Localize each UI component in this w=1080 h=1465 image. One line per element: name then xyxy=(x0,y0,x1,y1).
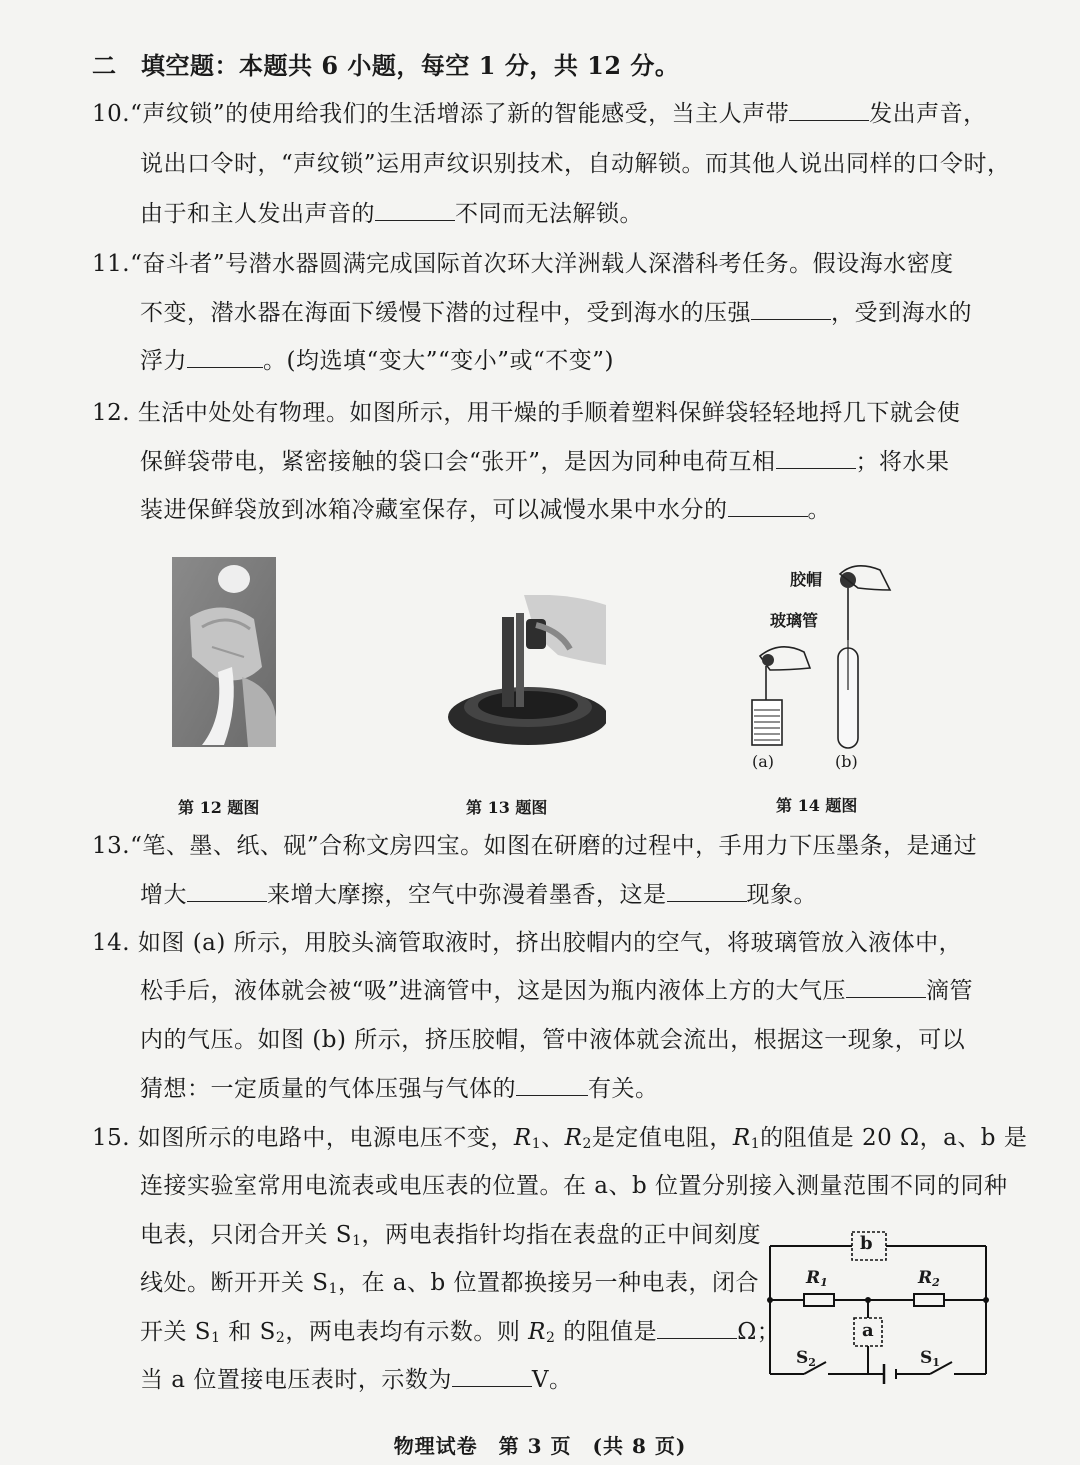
q13-line1: 13.“笔、墨、纸、砚”合称文房四宝。如图在研磨的过程中，手用力下压墨条，是通过 xyxy=(92,833,978,859)
q12-text-a: 保鲜袋带电，紧密接触的袋口会“张开”，是因为同种电荷互相 xyxy=(140,449,776,475)
q15-l5-c: ，两电表均有示数。则 xyxy=(285,1319,529,1345)
q15-line3 xyxy=(140,1219,761,1257)
q15-line6 xyxy=(140,1364,572,1396)
q14-blank2[interactable] xyxy=(516,1073,588,1096)
q14-line2 xyxy=(140,975,973,1007)
q11-blank1[interactable] xyxy=(751,297,831,320)
q15-l5-sub2: 2 xyxy=(275,1330,286,1346)
q15-l5-sub1: 1 xyxy=(211,1330,221,1346)
q12-text-c: 装进保鲜袋放到冰箱冷藏室保存，可以减慢水果中水分的 xyxy=(140,497,728,523)
q15-r1-sub: 1 xyxy=(531,1136,542,1152)
q10-line2: 说出口令时，“声纹锁”运用声纹识别技术，自动解锁。而其他人说出同样的口令时， xyxy=(140,151,1011,177)
q10-text-d: 不同而无法解锁。 xyxy=(455,201,643,227)
q15-text-b: 是定值电阻， xyxy=(591,1125,733,1151)
q13-blank2[interactable] xyxy=(667,879,747,902)
q14-text-b: 滴管 xyxy=(926,978,974,1004)
circuit-r1-label xyxy=(806,1268,828,1289)
circuit-r2-letter: R xyxy=(918,1268,933,1288)
fig14-diagram xyxy=(740,560,900,780)
q11-line1: 11.“奋斗者”号潜水器圆满完成国际首次环大洋洲载人深潜科考任务。假设海水密度 xyxy=(92,251,954,277)
q15-l5-d: 的阻值是 xyxy=(555,1319,658,1345)
q12-text-b: ；将水果 xyxy=(855,449,950,475)
q15-l4-a: 线处。断开开关 S xyxy=(140,1270,329,1296)
q12-line1: 12. 生活中处处有物理。如图所示，用干燥的手顺着塑料保鲜袋轻轻地捋几下就会使 xyxy=(92,400,961,426)
q15-l4-b: ，在 a、b 位置都换接另一种电表，闭合 xyxy=(338,1270,760,1296)
circuit-diagram xyxy=(764,1226,994,1396)
q11-text-b: ，受到海水的 xyxy=(831,300,972,326)
q11-text-c: 浮力 xyxy=(140,348,187,374)
q15-line1 xyxy=(92,1122,1027,1160)
q15-r2: R xyxy=(564,1125,583,1151)
q12-blank1[interactable] xyxy=(776,446,856,469)
q15-r2-sub: 2 xyxy=(582,1136,592,1152)
q15-text-c: 的阻值是 20 Ω，a、b 是 xyxy=(760,1125,1028,1151)
q10-blank2[interactable] xyxy=(375,198,455,221)
q15-l5-r2-sub: 2 xyxy=(545,1330,556,1346)
q13-text-a: 增大 xyxy=(140,882,187,908)
q15-l6-b: V。 xyxy=(531,1367,573,1393)
q14-text-a: 松手后，液体就会被“吸”进滴管中，这是因为瓶内液体上方的大气压 xyxy=(140,978,847,1004)
fig13-photo xyxy=(440,595,606,747)
q14-text-d: 有关。 xyxy=(588,1076,659,1102)
q12-line3 xyxy=(140,494,831,526)
q15-r1b: R xyxy=(732,1125,751,1151)
q15-line2: 连接实验室常用电流表或电压表的位置。在 a、b 位置分别接入测量范围不同的同种 xyxy=(140,1173,1008,1199)
q15-line4 xyxy=(140,1267,759,1305)
q14-blank1[interactable] xyxy=(846,975,926,998)
q15-sep: 、 xyxy=(541,1125,565,1151)
fig12-photo xyxy=(172,557,276,747)
q12-line2 xyxy=(140,446,950,478)
q13-text-b: 来增大摩擦，空气中弥漫着墨香，这是 xyxy=(267,882,667,908)
q15-r1: R xyxy=(513,1125,532,1151)
fig12-caption: 第 12 题图 xyxy=(178,798,260,817)
circuit-s2-label xyxy=(796,1348,816,1369)
circuit-s1-label xyxy=(920,1348,940,1369)
q10-line3 xyxy=(140,198,643,230)
q13-line2 xyxy=(140,879,817,911)
q14-line4 xyxy=(140,1073,659,1105)
q15-line5 xyxy=(140,1316,780,1354)
circuit-a-label: a xyxy=(862,1320,874,1341)
circuit-s2-sub: 2 xyxy=(808,1356,816,1369)
fig14-label-cap: 胶帽 xyxy=(790,570,823,589)
q15-r1b-sub: 1 xyxy=(750,1136,761,1152)
q10-text-c: 由于和主人发出声音的 xyxy=(140,201,375,227)
circuit-r1-letter: R xyxy=(806,1268,821,1288)
circuit-s1-sub: 1 xyxy=(932,1356,940,1369)
q15-l6-a: 当 a 位置接电压表时，示数为 xyxy=(140,1367,452,1393)
q11-line2 xyxy=(140,297,972,329)
circuit-s2-letter: S xyxy=(796,1348,809,1368)
section-title: 二 填空题：本题共 6 小题，每空 1 分，共 12 分。 xyxy=(92,51,680,80)
fig14-label-tube: 玻璃管 xyxy=(770,611,819,630)
q14-text-c: 猜想：一定质量的气体压强与气体的 xyxy=(140,1076,516,1102)
q15-text-a: 15. 如图所示的电路中，电源电压不变， xyxy=(92,1125,514,1151)
circuit-b-label: b xyxy=(860,1233,873,1254)
q12-blank2[interactable] xyxy=(728,494,808,517)
fig14-label-b: (b) xyxy=(835,752,858,771)
circuit-r1-sub: 1 xyxy=(820,1276,828,1289)
q15-l4-sub: 1 xyxy=(328,1281,338,1297)
q15-blank2[interactable] xyxy=(452,1364,532,1387)
q10-line1 xyxy=(92,98,987,130)
page-footer: 物理试卷 第 3 页 (共 8 页) xyxy=(393,1434,687,1458)
fig14-caption: 第 14 题图 xyxy=(776,796,858,815)
q10-blank1[interactable] xyxy=(789,98,869,121)
q15-blank1[interactable] xyxy=(657,1316,737,1339)
q15-l3-sub: 1 xyxy=(352,1233,362,1249)
q14-line3: 内的气压。如图 (b) 所示，挤压胶帽，管中液体就会流出，根据这一现象，可以 xyxy=(140,1027,966,1053)
q11-line3 xyxy=(140,345,614,377)
fig13-caption: 第 13 题图 xyxy=(466,798,548,817)
q15-l3-b: ，两电表指针均指在表盘的正中间刻度 xyxy=(361,1222,761,1248)
q13-text-c: 现象。 xyxy=(746,882,817,908)
q15-l3-a: 电表，只闭合开关 S xyxy=(140,1222,353,1248)
q11-text-d: 。(均选填“变大”“变小”或“不变”) xyxy=(263,348,614,374)
fig14-label-a: (a) xyxy=(752,752,775,771)
q10-text-a: 10.“声纹锁”的使用给我们的生活增添了新的智能感受，当主人声带 xyxy=(92,101,790,127)
q15-l5-r2: R xyxy=(528,1319,546,1345)
q15-l5-a: 开关 S xyxy=(140,1319,212,1345)
circuit-s1-letter: S xyxy=(920,1348,933,1368)
circuit-r2-label xyxy=(918,1268,940,1289)
circuit-r2-sub: 2 xyxy=(932,1276,940,1289)
q13-blank1[interactable] xyxy=(187,879,267,902)
q15-l5-e: Ω； xyxy=(737,1319,781,1345)
q14-line1: 14. 如图 (a) 所示，用胶头滴管取液时，挤出胶帽内的空气，将玻璃管放入液体中， xyxy=(92,930,963,956)
q10-text-b: 发出声音， xyxy=(869,101,987,127)
q15-l5-b: 和 S xyxy=(220,1319,276,1345)
q11-blank2[interactable] xyxy=(187,345,263,368)
q11-text-a: 不变，潜水器在海面下缓慢下潜的过程中，受到海水的压强 xyxy=(140,300,751,326)
q12-text-d: 。 xyxy=(807,497,831,523)
